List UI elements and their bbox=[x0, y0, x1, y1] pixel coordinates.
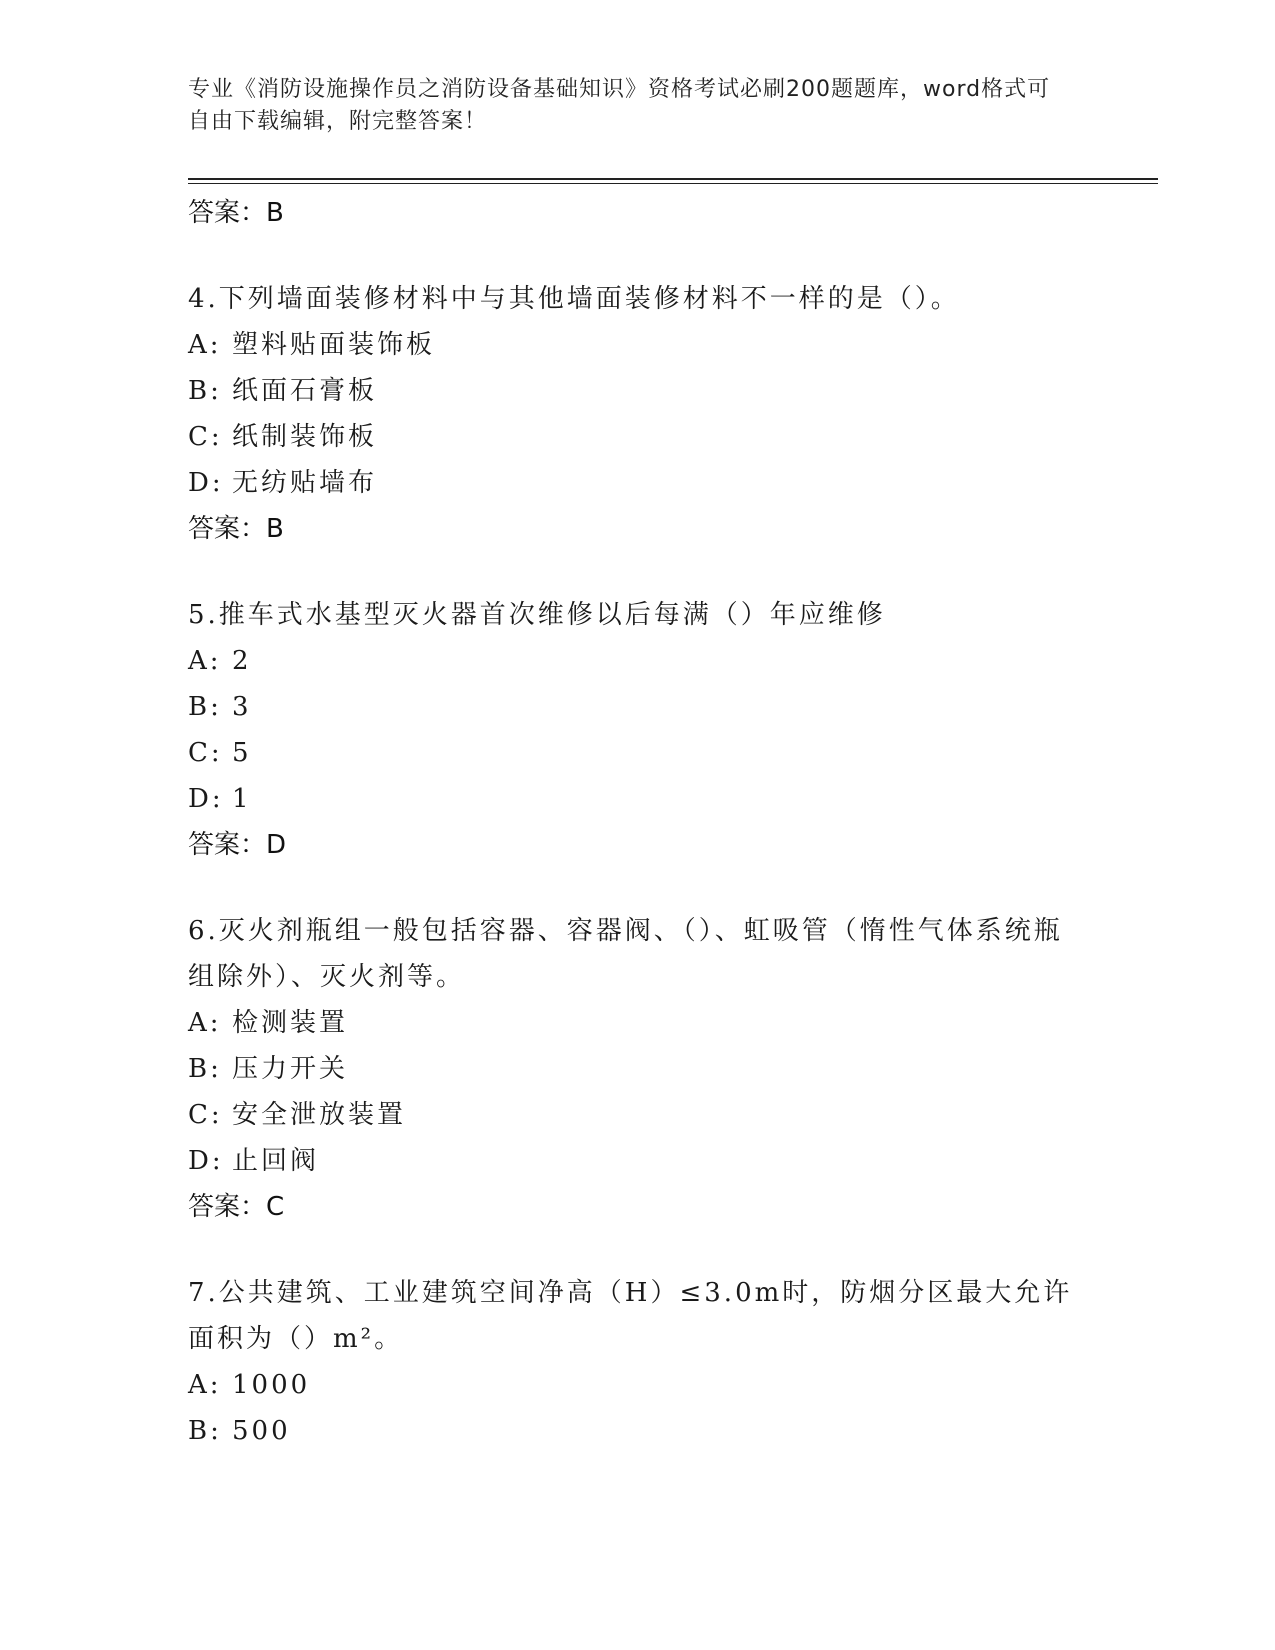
option-text: 纸制装饰板 bbox=[232, 422, 378, 452]
option-text: 1000 bbox=[232, 1370, 311, 1400]
option-text: 压力开关 bbox=[232, 1054, 349, 1084]
question-item bbox=[188, 908, 1088, 1230]
document-header: 专业《消防设施操作员之消防设备基础知识》资格考试必刷200题题库，word格式可自由下载编辑，附完整答案！ bbox=[188, 77, 1051, 134]
option-b bbox=[188, 1046, 1088, 1092]
option-a bbox=[188, 1362, 1088, 1408]
answer-line: 答案：D bbox=[188, 830, 287, 860]
option-text: 2 bbox=[232, 646, 252, 676]
option-d bbox=[188, 460, 1088, 506]
option-text: 安全泄放装置 bbox=[232, 1100, 407, 1130]
question-item bbox=[188, 592, 1088, 868]
option-d bbox=[188, 1138, 1088, 1184]
question-text: 6.灭火剂瓶组一般包括容器、容器阀、（）、虹吸管（惰性气体系统瓶组除外）、灭火剂等。 bbox=[188, 916, 1063, 992]
answer-line: 答案：C bbox=[188, 1192, 285, 1222]
option-b bbox=[188, 684, 1088, 730]
question-text: 4.下列墙面装修材料中与其他墙面装修材料不一样的是（）。 bbox=[188, 284, 960, 314]
option-letter: B: bbox=[188, 1054, 222, 1084]
option-letter: C: bbox=[188, 1100, 223, 1130]
option-text: 纸面石膏板 bbox=[232, 376, 378, 406]
option-c bbox=[188, 414, 1088, 460]
option-a bbox=[188, 1000, 1088, 1046]
option-text: 无纺贴墙布 bbox=[232, 468, 378, 498]
option-letter: B: bbox=[188, 376, 222, 406]
question-list bbox=[188, 190, 1088, 1454]
option-text: 5 bbox=[232, 738, 252, 768]
question-item bbox=[188, 276, 1088, 552]
option-letter: A: bbox=[188, 646, 222, 676]
option-c bbox=[188, 1092, 1088, 1138]
answer-line: 答案：B bbox=[188, 514, 284, 544]
option-b bbox=[188, 1408, 1088, 1454]
option-letter: D: bbox=[188, 784, 224, 814]
option-letter: C: bbox=[188, 422, 223, 452]
question-text: 5.推车式水基型灭火器首次维修以后每满（）年应维修 bbox=[188, 600, 886, 630]
question-text: 7.公共建筑、工业建筑空间净高（H）≤3.0m时，防烟分区最大允许面积为（）m²。 bbox=[188, 1278, 1073, 1354]
option-text: 500 bbox=[232, 1416, 291, 1446]
option-text: 3 bbox=[232, 692, 252, 722]
option-letter: A: bbox=[188, 330, 222, 360]
option-text: 检测装置 bbox=[232, 1008, 349, 1038]
question-item bbox=[188, 1270, 1088, 1454]
option-letter: A: bbox=[188, 1008, 222, 1038]
option-letter: B: bbox=[188, 692, 222, 722]
option-a bbox=[188, 322, 1088, 368]
option-letter: B: bbox=[188, 1416, 222, 1446]
option-c bbox=[188, 730, 1088, 776]
option-letter: A: bbox=[188, 1370, 222, 1400]
option-text: 1 bbox=[232, 784, 252, 814]
option-text: 塑料贴面装饰板 bbox=[232, 330, 436, 360]
header-divider-thin bbox=[188, 183, 1158, 184]
option-letter: D: bbox=[188, 468, 224, 498]
option-d bbox=[188, 776, 1088, 822]
option-letter: C: bbox=[188, 738, 223, 768]
header-divider-thick bbox=[188, 178, 1158, 180]
option-text: 止回阀 bbox=[232, 1146, 320, 1176]
option-b bbox=[188, 368, 1088, 414]
answer-line: 答案：B bbox=[188, 198, 284, 228]
option-letter: D: bbox=[188, 1146, 224, 1176]
option-a bbox=[188, 638, 1088, 684]
